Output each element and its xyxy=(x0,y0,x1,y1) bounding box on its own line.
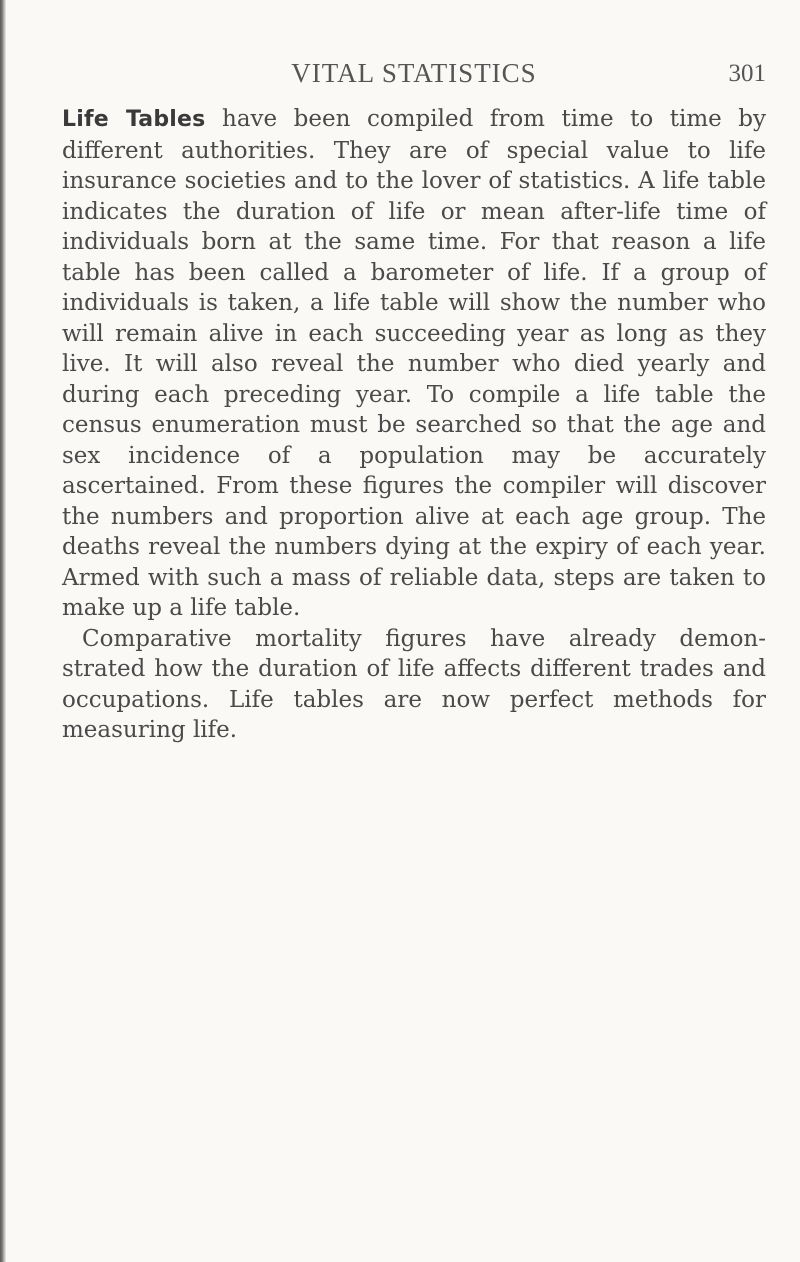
page-number: 301 xyxy=(728,60,766,87)
paragraph-text: Comparative mortality figures have already demon-strated how the duration of life affects different trades and occupations. Life tables are now perfect methods for measuring life. xyxy=(62,625,766,743)
paragraph-text: have been compiled from time to time by different authorities. They are of special value to life insurance societies and to the lover of statistics. A life table indicates the duration of life or mean after-life time of individuals born at the same time. For that reason a life table has been called a barometer of life. If a group of individuals is taken, a life table will show the number who will remain alive in each succeeding year as long as they live. It will also reveal the number who died yearly and during each preceding year. To compile a life table the census enumeration must be searched so that the age and sex incidence of a population may be accurately ascertained. From these figures the compiler will discover the numbers and proportion alive at each age group. The deaths reveal the numbers dying at the expiry of each year. Armed with such a mass of reliable data, steps are taken to make up a life table. xyxy=(62,106,766,621)
book-page xyxy=(62,58,766,746)
page-binding-edge xyxy=(0,0,6,1262)
paragraph-lead-heading: Life Tables xyxy=(62,107,206,132)
paragraph-life-tables xyxy=(62,104,766,624)
running-head-title: VITAL STATISTICS xyxy=(291,58,537,88)
body-text xyxy=(62,104,766,746)
running-head xyxy=(62,58,766,98)
paragraph-comparative-mortality xyxy=(62,624,766,746)
